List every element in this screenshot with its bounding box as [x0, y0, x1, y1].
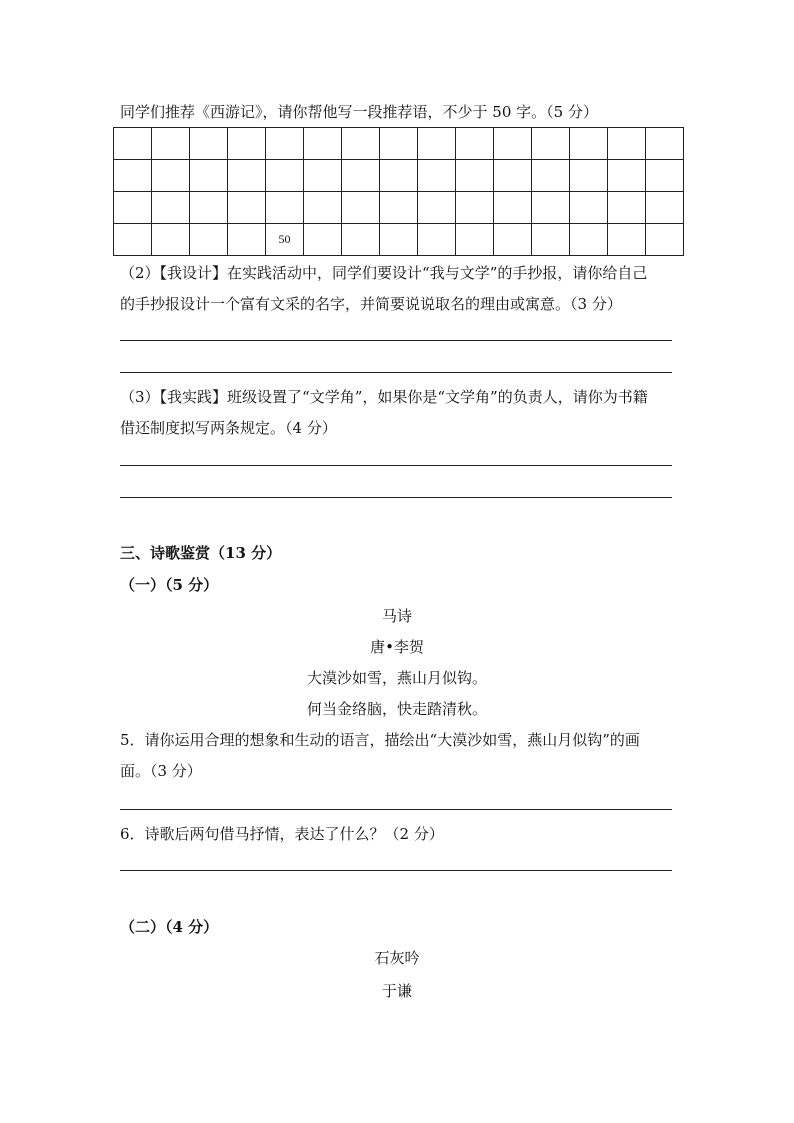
q3-line2: 借还制度拟写两条规定。（4 分） [120, 419, 337, 437]
answer-line[interactable] [120, 372, 672, 373]
grid-cell[interactable] [646, 128, 684, 160]
part2-title: （二）（4 分） [120, 918, 219, 936]
grid-cell[interactable] [114, 160, 152, 192]
grid-cell[interactable] [342, 192, 380, 224]
grid-cell[interactable] [418, 160, 456, 192]
grid-cell[interactable] [342, 224, 380, 256]
grid-cell[interactable] [608, 224, 646, 256]
grid-cell[interactable] [532, 224, 570, 256]
grid-cell[interactable] [494, 128, 532, 160]
q5-line2: 面。（3 分） [120, 762, 202, 780]
grid-cell[interactable] [304, 224, 342, 256]
grid-cell[interactable] [380, 192, 418, 224]
grid-cell[interactable] [228, 128, 266, 160]
grid-cell[interactable] [532, 192, 570, 224]
answer-line[interactable] [120, 870, 672, 871]
grid-cell[interactable] [266, 192, 304, 224]
grid-cell[interactable] [380, 128, 418, 160]
answer-line[interactable] [120, 340, 672, 341]
grid-cell[interactable] [114, 192, 152, 224]
grid-cell[interactable] [190, 224, 228, 256]
grid-cell[interactable] [342, 160, 380, 192]
grid-cell[interactable] [570, 160, 608, 192]
q3-line1: （3）【我实践】班级设置了“文学角”，如果你是“文学角”的负责人，请你为书籍 [120, 388, 648, 406]
grid-cell[interactable] [152, 224, 190, 256]
grid-cell[interactable] [456, 128, 494, 160]
recommend-question: 同学们推荐《西游记》，请你帮他写一段推荐语，不少于 50 字。（5 分） [120, 103, 598, 121]
poem1-author: 唐•李贺 [370, 638, 424, 656]
grid-cell[interactable] [494, 160, 532, 192]
grid-cell[interactable] [456, 192, 494, 224]
grid-cell[interactable] [190, 192, 228, 224]
answer-line[interactable] [120, 497, 672, 498]
poem1-line2: 何当金络脑，快走踏清秋。 [306, 700, 487, 718]
grid-cell[interactable] [304, 192, 342, 224]
grid-cell[interactable] [304, 128, 342, 160]
grid-cell[interactable] [570, 192, 608, 224]
grid-cell[interactable] [418, 128, 456, 160]
part1-title: （一）（5 分） [120, 576, 219, 594]
poem1-line1: 大漠沙如雪，燕山月似钩。 [306, 669, 487, 687]
grid-cell-marker[interactable]: 50 [266, 224, 304, 256]
grid-cell[interactable] [494, 224, 532, 256]
poem2-title: 石灰吟 [374, 949, 420, 967]
grid-cell[interactable] [304, 160, 342, 192]
grid-cell[interactable] [380, 160, 418, 192]
q2-line1: （2）【我设计】在实践活动中，同学们要设计“我与文学”的手抄报，请你给自己 [120, 264, 648, 282]
grid-cell[interactable] [114, 224, 152, 256]
grid-cell[interactable] [532, 128, 570, 160]
grid-cell[interactable] [342, 128, 380, 160]
poem1-title: 马诗 [381, 607, 412, 625]
q5-line1: 5．请你运用合理的想象和生动的语言，描绘出“大漠沙如雪，燕山月似钩”的画 [120, 731, 640, 749]
q6-text: 6．诗歌后两句借马抒情，表达了什么？（2 分） [120, 825, 444, 843]
grid-cell[interactable] [494, 192, 532, 224]
grid-cell[interactable] [266, 160, 304, 192]
answer-line[interactable] [120, 465, 672, 466]
grid-cell[interactable] [418, 192, 456, 224]
grid-cell[interactable] [380, 224, 418, 256]
grid-cell[interactable] [570, 224, 608, 256]
section-title: 三、诗歌鉴赏（13 分） [120, 544, 282, 562]
writing-grid[interactable] [113, 127, 684, 256]
grid-cell[interactable] [228, 160, 266, 192]
grid-cell[interactable] [646, 192, 684, 224]
grid-cell[interactable] [152, 160, 190, 192]
grid-cell[interactable] [190, 128, 228, 160]
grid-cell[interactable] [228, 192, 266, 224]
grid-cell[interactable] [608, 128, 646, 160]
answer-line[interactable] [120, 809, 672, 810]
grid-cell[interactable] [152, 128, 190, 160]
poem2-author: 于谦 [381, 982, 412, 1000]
grid-cell[interactable] [532, 160, 570, 192]
grid-cell[interactable] [608, 192, 646, 224]
grid-cell[interactable] [456, 224, 494, 256]
q2-line2: 的手抄报设计一个富有文采的名字，并简要说说取名的理由或寓意。（3 分） [120, 295, 622, 313]
grid-cell[interactable] [152, 192, 190, 224]
grid-cell[interactable] [228, 224, 266, 256]
grid-cell[interactable] [646, 160, 684, 192]
grid-cell[interactable] [646, 224, 684, 256]
grid-cell[interactable] [456, 160, 494, 192]
grid-cell[interactable] [114, 128, 152, 160]
grid-cell[interactable] [266, 128, 304, 160]
grid-cell[interactable] [608, 160, 646, 192]
grid-cell[interactable] [570, 128, 608, 160]
grid-cell[interactable] [418, 224, 456, 256]
grid-cell[interactable] [190, 160, 228, 192]
